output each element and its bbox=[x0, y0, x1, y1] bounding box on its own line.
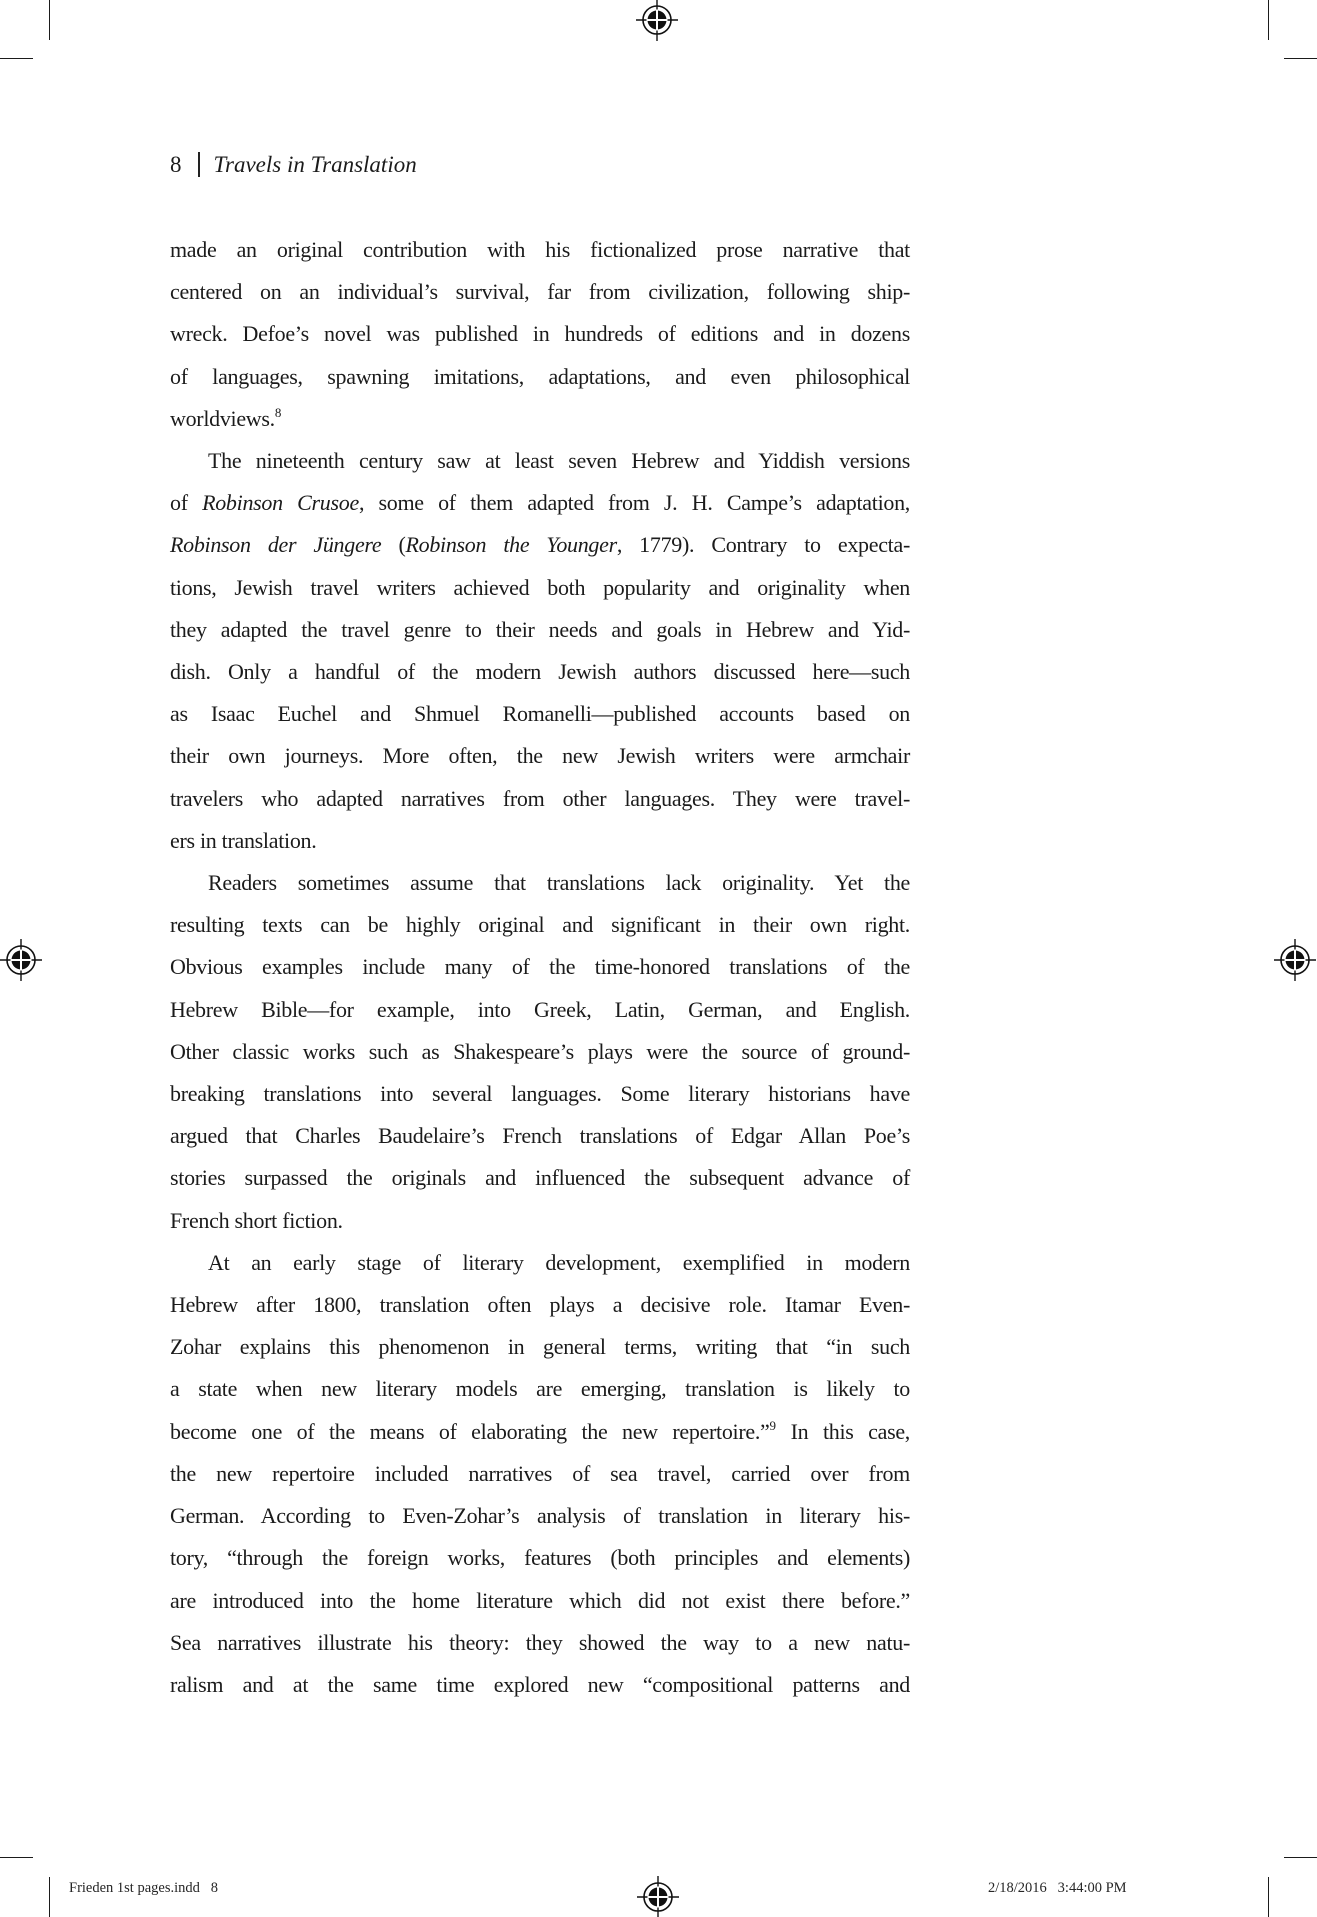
footer-filename: Frieden 1st pages.indd 8 bbox=[69, 1880, 219, 1896]
body-line: Robinson der Jüngere (Robinson the Younger, 1779). Contrary to expecta- bbox=[170, 532, 910, 558]
body-line: tions, Jewish travel writers achieved both popularity and originality when bbox=[170, 574, 910, 600]
registration-target-icon bbox=[636, 0, 678, 41]
crop-mark-icon bbox=[49, 0, 50, 40]
body-line: made an original contribution with his fictionalized prose narrative that bbox=[170, 237, 910, 262]
body-line: of Robinson Crusoe, some of them adapted from J. H. Campe’s adaptation, bbox=[170, 490, 910, 516]
footnote-reference: 9 bbox=[769, 1417, 777, 1433]
body-line: become one of the means of elaborating the new repertoire.”$^9$ In this case, bbox=[170, 1417, 910, 1444]
crop-mark-icon bbox=[1284, 58, 1317, 59]
header-divider bbox=[198, 152, 200, 177]
body-line: their own journeys. More often, the new Jewish writers were armchair bbox=[170, 743, 910, 769]
body-line: Sea narratives illustrate his theory: they showed the way to a new natu- bbox=[170, 1629, 910, 1655]
registration-target-icon bbox=[1274, 939, 1316, 981]
body-line: the new repertoire included narratives of sea travel, carried over from bbox=[170, 1460, 910, 1486]
registration-target-icon bbox=[0, 939, 42, 981]
body-line: travelers who adapted narratives from other languages. They were travel- bbox=[170, 785, 910, 811]
body-line: argued that Charles Baudelaire’s French translations of Edgar Allan Poe’s bbox=[170, 1123, 910, 1149]
body-line: dish. Only a handful of the modern Jewish authors discussed here—such bbox=[170, 659, 910, 685]
footer-slug bbox=[0, 1880, 1317, 1917]
body-line: as Isaac Euchel and Shmuel Romanelli—published accounts based on bbox=[170, 701, 910, 727]
book-title: Travels in Translation bbox=[213, 152, 417, 177]
body-line: stories surpassed the originals and influenced the subsequent advance of bbox=[170, 1165, 910, 1191]
body-line: Obvious examples include many of the time-honored translations of the bbox=[170, 954, 910, 980]
body-line: Other classic works such as Shakespeare’s plays were the source of ground- bbox=[170, 1038, 910, 1064]
crop-mark-icon bbox=[1268, 0, 1269, 40]
body-line: tory, “through the foreign works, features (both principles and elements) bbox=[170, 1545, 910, 1571]
body-line: The nineteenth century saw at least seven Hebrew and Yiddish versions bbox=[208, 448, 910, 474]
body-line: Readers sometimes assume that translations lack originality. Yet the bbox=[208, 870, 910, 896]
body-line: German. According to Even-Zohar’s analysis of translation in literary his- bbox=[170, 1503, 910, 1529]
body-line: At an early stage of literary development, exemplified in modern bbox=[208, 1249, 910, 1275]
body-line: centered on an individual’s survival, far from civilization, following ship- bbox=[170, 279, 910, 305]
body-line: worldviews.$^8$ bbox=[170, 404, 282, 431]
body-line: are introduced into the home literature which did not exist there before.” bbox=[170, 1587, 910, 1613]
crop-mark-icon bbox=[0, 1857, 33, 1858]
body-line: a state when new literary models are emerging, translation is likely to bbox=[170, 1376, 910, 1402]
body-line: French short fiction. bbox=[170, 1207, 343, 1233]
body-line: resulting texts can be highly original and significant in their own right. bbox=[170, 912, 910, 938]
body-line: wreck. Defoe’s novel was published in hundreds of editions and in dozens bbox=[170, 321, 910, 347]
running-head bbox=[170, 150, 910, 180]
body-line: they adapted the travel genre to their needs and goals in Hebrew and Yid- bbox=[170, 616, 910, 642]
body-line: ers in translation. bbox=[170, 827, 317, 853]
body-line: Zohar explains this phenomenon in general terms, writing that “in such bbox=[170, 1334, 910, 1360]
body-line: of languages, spawning imitations, adaptations, and even philosophical bbox=[170, 363, 910, 389]
page-number: 8 bbox=[170, 152, 182, 177]
footnote-reference: 8 bbox=[274, 404, 282, 420]
footer-timestamp: 2/18/2016 3:44:00 PM bbox=[988, 1880, 1127, 1896]
body-line: ralism and at the same time explored new “compositional patterns and bbox=[170, 1671, 910, 1697]
crop-mark-icon bbox=[0, 58, 33, 59]
crop-mark-icon bbox=[1284, 1857, 1317, 1858]
body-line: Hebrew Bible—for example, into Greek, Latin, German, and English. bbox=[170, 996, 910, 1022]
body-text-block bbox=[170, 229, 910, 1706]
body-line: Hebrew after 1800, translation often plays a decisive role. Itamar Even- bbox=[170, 1292, 910, 1318]
body-line: breaking translations into several languages. Some literary historians have bbox=[170, 1081, 910, 1107]
